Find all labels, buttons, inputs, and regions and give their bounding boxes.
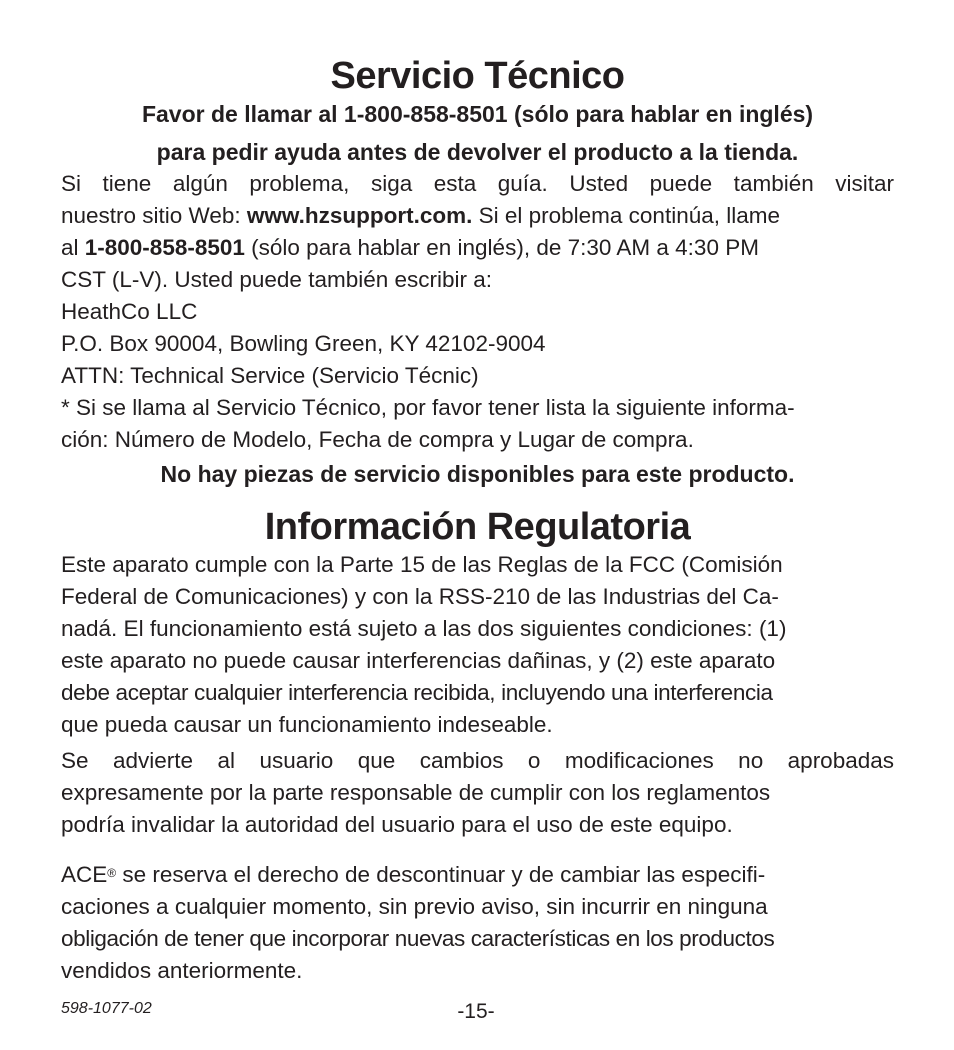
- document-code: 598-1077-02: [61, 1000, 152, 1017]
- phone-intro-text: al: [61, 235, 85, 260]
- address-attention: ATTN: Technical Service (Servicio Técnic): [61, 363, 479, 388]
- service-call-line-1: Favor de llamar al 1-800-858-8501 (sólo para hablar en inglés): [141, 101, 814, 127]
- support-phone-number: 1-800-858-8501: [84, 235, 245, 260]
- service-paragraph-line-4: CST (L-V). Usted puede también escribir a:: [61, 267, 493, 292]
- service-note-line-1: * Si se llama al Servicio Técnico, por favor tener lista la siguiente informa-: [61, 395, 795, 420]
- address-company: HeathCo LLC: [61, 299, 198, 324]
- regulatory-p1-line-2: Federal de Comunicaciones) y con la RSS-210 de las Industrias del Ca-: [61, 584, 779, 609]
- service-paragraph-line-1-text: Si tiene algún problema, siga esta guía. Usted puede también visitar: [61, 171, 894, 196]
- service-note-line-2: ción: Número de Modelo, Fecha de compra y Lugar de compra.: [61, 427, 694, 452]
- service-paragraph-line-2: [61, 200, 894, 232]
- disclaimer-line-2: caciones a cualquier momento, sin previo aviso, sin incurrir en ninguna: [61, 894, 768, 919]
- web-continue-text: Si el problema continúa, llame: [472, 203, 781, 228]
- regulatory-p2-line-2: expresamente por la parte responsable de cumplir con los reglamentos: [61, 780, 771, 805]
- disclaimer-line-4: vendidos anteriormente.: [61, 958, 303, 983]
- regulatory-p1-line-5: debe aceptar cualquier interferencia recibida, incluyendo una interferencia: [61, 680, 773, 705]
- regulatory-p1-line-4: este aparato no puede causar interferencias dañinas, y (2) este aparato: [61, 648, 776, 673]
- phone-hours-text: (sólo para hablar en inglés), de 7:30 AM a 4:30 PM: [244, 235, 759, 260]
- service-paragraph-line-1: [61, 168, 894, 200]
- disclaimer-line-3: obligación de tener que incorporar nuevas características en los productos: [61, 926, 775, 951]
- regulatory-p2-line-3: podría invalidar la autoridad del usuario para el uso de este equipo.: [61, 812, 733, 837]
- no-service-parts-notice: No hay piezas de servicio disponibles para este producto.: [160, 461, 795, 487]
- web-intro-text: nuestro sitio Web:: [61, 203, 247, 228]
- page-number: -15-: [457, 1000, 495, 1023]
- regulatory-p1-line-1: Este aparato cumple con la Parte 15 de las Reglas de la FCC (Comisión: [61, 552, 783, 577]
- service-title: Servicio Técnico: [330, 55, 625, 97]
- regulatory-title: Información Regulatoria: [264, 506, 691, 548]
- registered-mark: ®: [107, 866, 117, 880]
- regulatory-p2-line-1: [61, 745, 894, 777]
- service-call-line-2: para pedir ayuda antes de devolver el producto a la tienda.: [156, 139, 799, 165]
- regulatory-p1-line-3: nadá. El funcionamiento está sujeto a las dos siguientes condiciones: (1): [61, 616, 787, 641]
- support-website-link[interactable]: www.hzsupport.com.: [246, 203, 473, 228]
- service-paragraph-line-3: [61, 232, 894, 264]
- disclaimer-line-1-text: se reserva el derecho de descontinuar y de cambiar las especifi-: [116, 862, 766, 887]
- disclaimer-line-1: [61, 859, 894, 891]
- address-po-box: P.O. Box 90004, Bowling Green, KY 42102-9004: [61, 331, 546, 356]
- regulatory-p2-line-1-text: Se advierte al usuario que cambios o modificaciones no aprobadas: [61, 748, 894, 773]
- brand-name: ACE: [61, 862, 108, 887]
- regulatory-p1-line-6: que pueda causar un funcionamiento indeseable.: [61, 712, 553, 737]
